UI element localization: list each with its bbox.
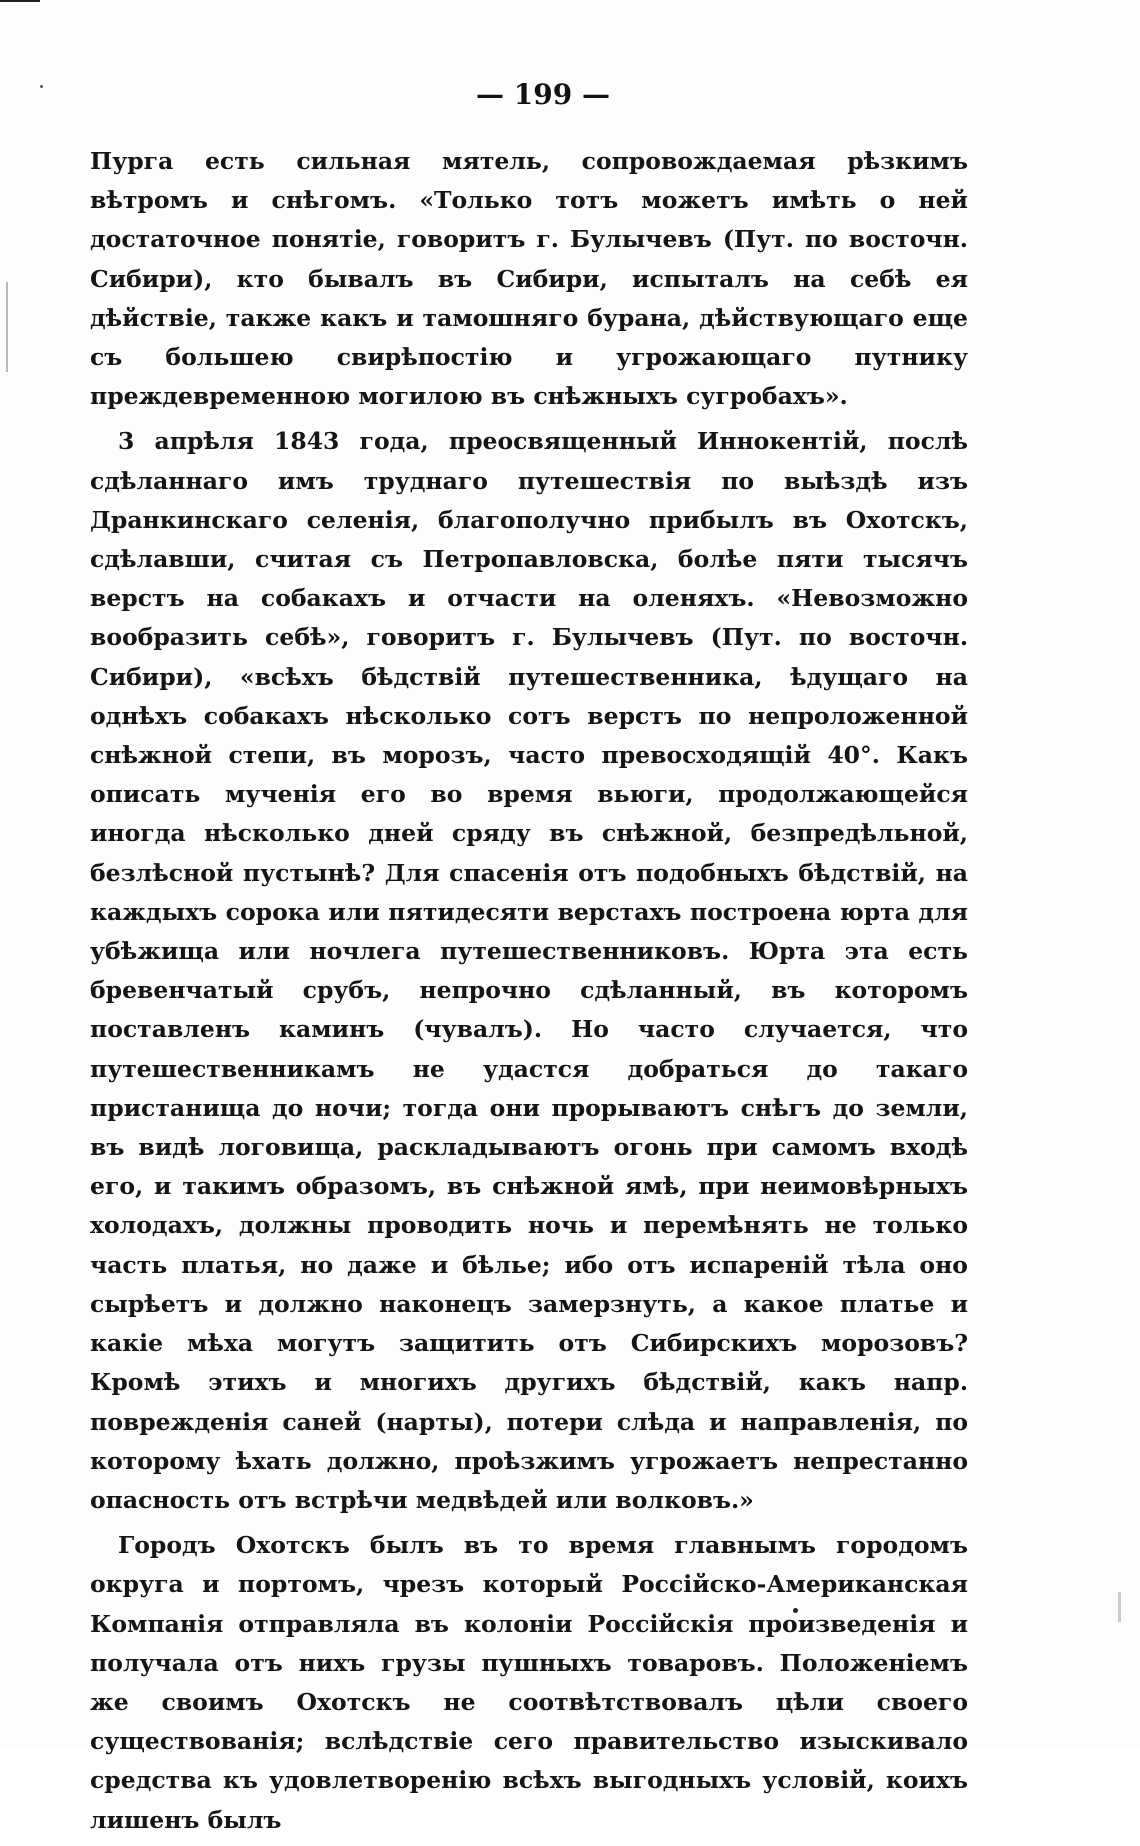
paragraph-text: Городъ Охотскъ былъ въ то время главнымъ городомъ округа и портомъ, чрезъ который Россійско-Американская Компанія отправляла въ колоніи Россійскія произведенія и получала отъ нихъ грузы пушныхъ товаровъ. Положеніемъ же своимъ Охотскъ не соотвѣтствовалъ цѣли своего существованія; вслѣдствіе сего правительство изыскивало средства къ удовлетворенію всѣхъ выгодныхъ условій, коихъ лишенъ былъ	[90, 1531, 968, 1834]
scan-margin-mark	[6, 282, 8, 372]
paragraph	[90, 1526, 968, 1840]
scan-margin-mark	[1118, 1592, 1121, 1622]
paragraph-text: Пурга есть сильная мятель, сопровождаемая рѣзкимъ вѣтромъ и снѣгомъ. «Только тотъ можетъ имѣть о ней достаточное понятіе, говоритъ г. Булычевъ (Пут. по восточн. Сибири), кто бывалъ въ Сибири, испыталъ на себѣ ея дѣйствіе, также какъ и тамошняго бурана, дѣйствующаго еще съ большею свирѣпостію и угрожающаго путнику преждевременною могилою въ снѣжныхъ сугробахъ».	[90, 147, 968, 411]
paragraph	[90, 142, 968, 416]
page-number: — 199 —	[476, 78, 610, 111]
paragraph-text: 3 апрѣля 1843 года, преосвященный Иннокентій, послѣ сдѣланнаго имъ труднаго путешествія по выѣздѣ изъ Дранкинскаго селенія, благополучно прибылъ въ Охотскъ, сдѣлавши, считая съ Петропавловска, болѣе пяти тысячъ верстъ на собакахъ и отчасти на оленяхъ. «Невозможно вообразить себѣ», говоритъ г. Булычевъ (Пут. по восточн. Сибири), «всѣхъ бѣдствій путешественника, ѣдущаго на однѣхъ собакахъ нѣсколько сотъ верстъ по непроложенной снѣжной степи, въ морозъ, часто превосходящій 40°. Какъ описать мученія его во время вьюги, продолжающейся иногда нѣсколько дней сряду въ снѣжной, безпредѣльной, безлѣсной пустынѣ? Для спасенія отъ подобныхъ бѣдствій, на каждыхъ сорока или пятидесяти верстахъ построена юрта для убѣжища или ночлега путешественниковъ. Юрта эта есть бревенчатый срубъ, непрочно сдѣланный, въ которомъ поставленъ каминъ (чувалъ). Но часто случается, что путешественникамъ не удастся добраться до такаго пристанища до ночи; тогда они прорываютъ снѣгъ до земли, въ видѣ логовища, раскладываютъ огонь при самомъ входѣ его, и такимъ образомъ, въ снѣжной ямѣ, при неимовѣрныхъ холодахъ, должны проводить ночь и перемѣнять не только часть платья, но даже и бѣлье; ибо отъ испареній тѣла оно сырѣетъ и должно наконецъ замерзнуть, а какое платье и какіе мѣха могутъ защитить отъ Сибирскихъ морозовъ? Кромѣ этихъ и многихъ другихъ бѣдствій, какъ напр. поврежденія саней (нарты), потери слѣда и направленія, по которому ѣхать должно, проѣзжимъ угрожаетъ непрестанно опасность отъ встрѣчи медвѣдей или волковъ.»	[90, 427, 968, 1514]
body-text	[90, 142, 968, 1846]
scan-edge-mark	[0, 0, 40, 2]
paragraph	[90, 422, 968, 1520]
